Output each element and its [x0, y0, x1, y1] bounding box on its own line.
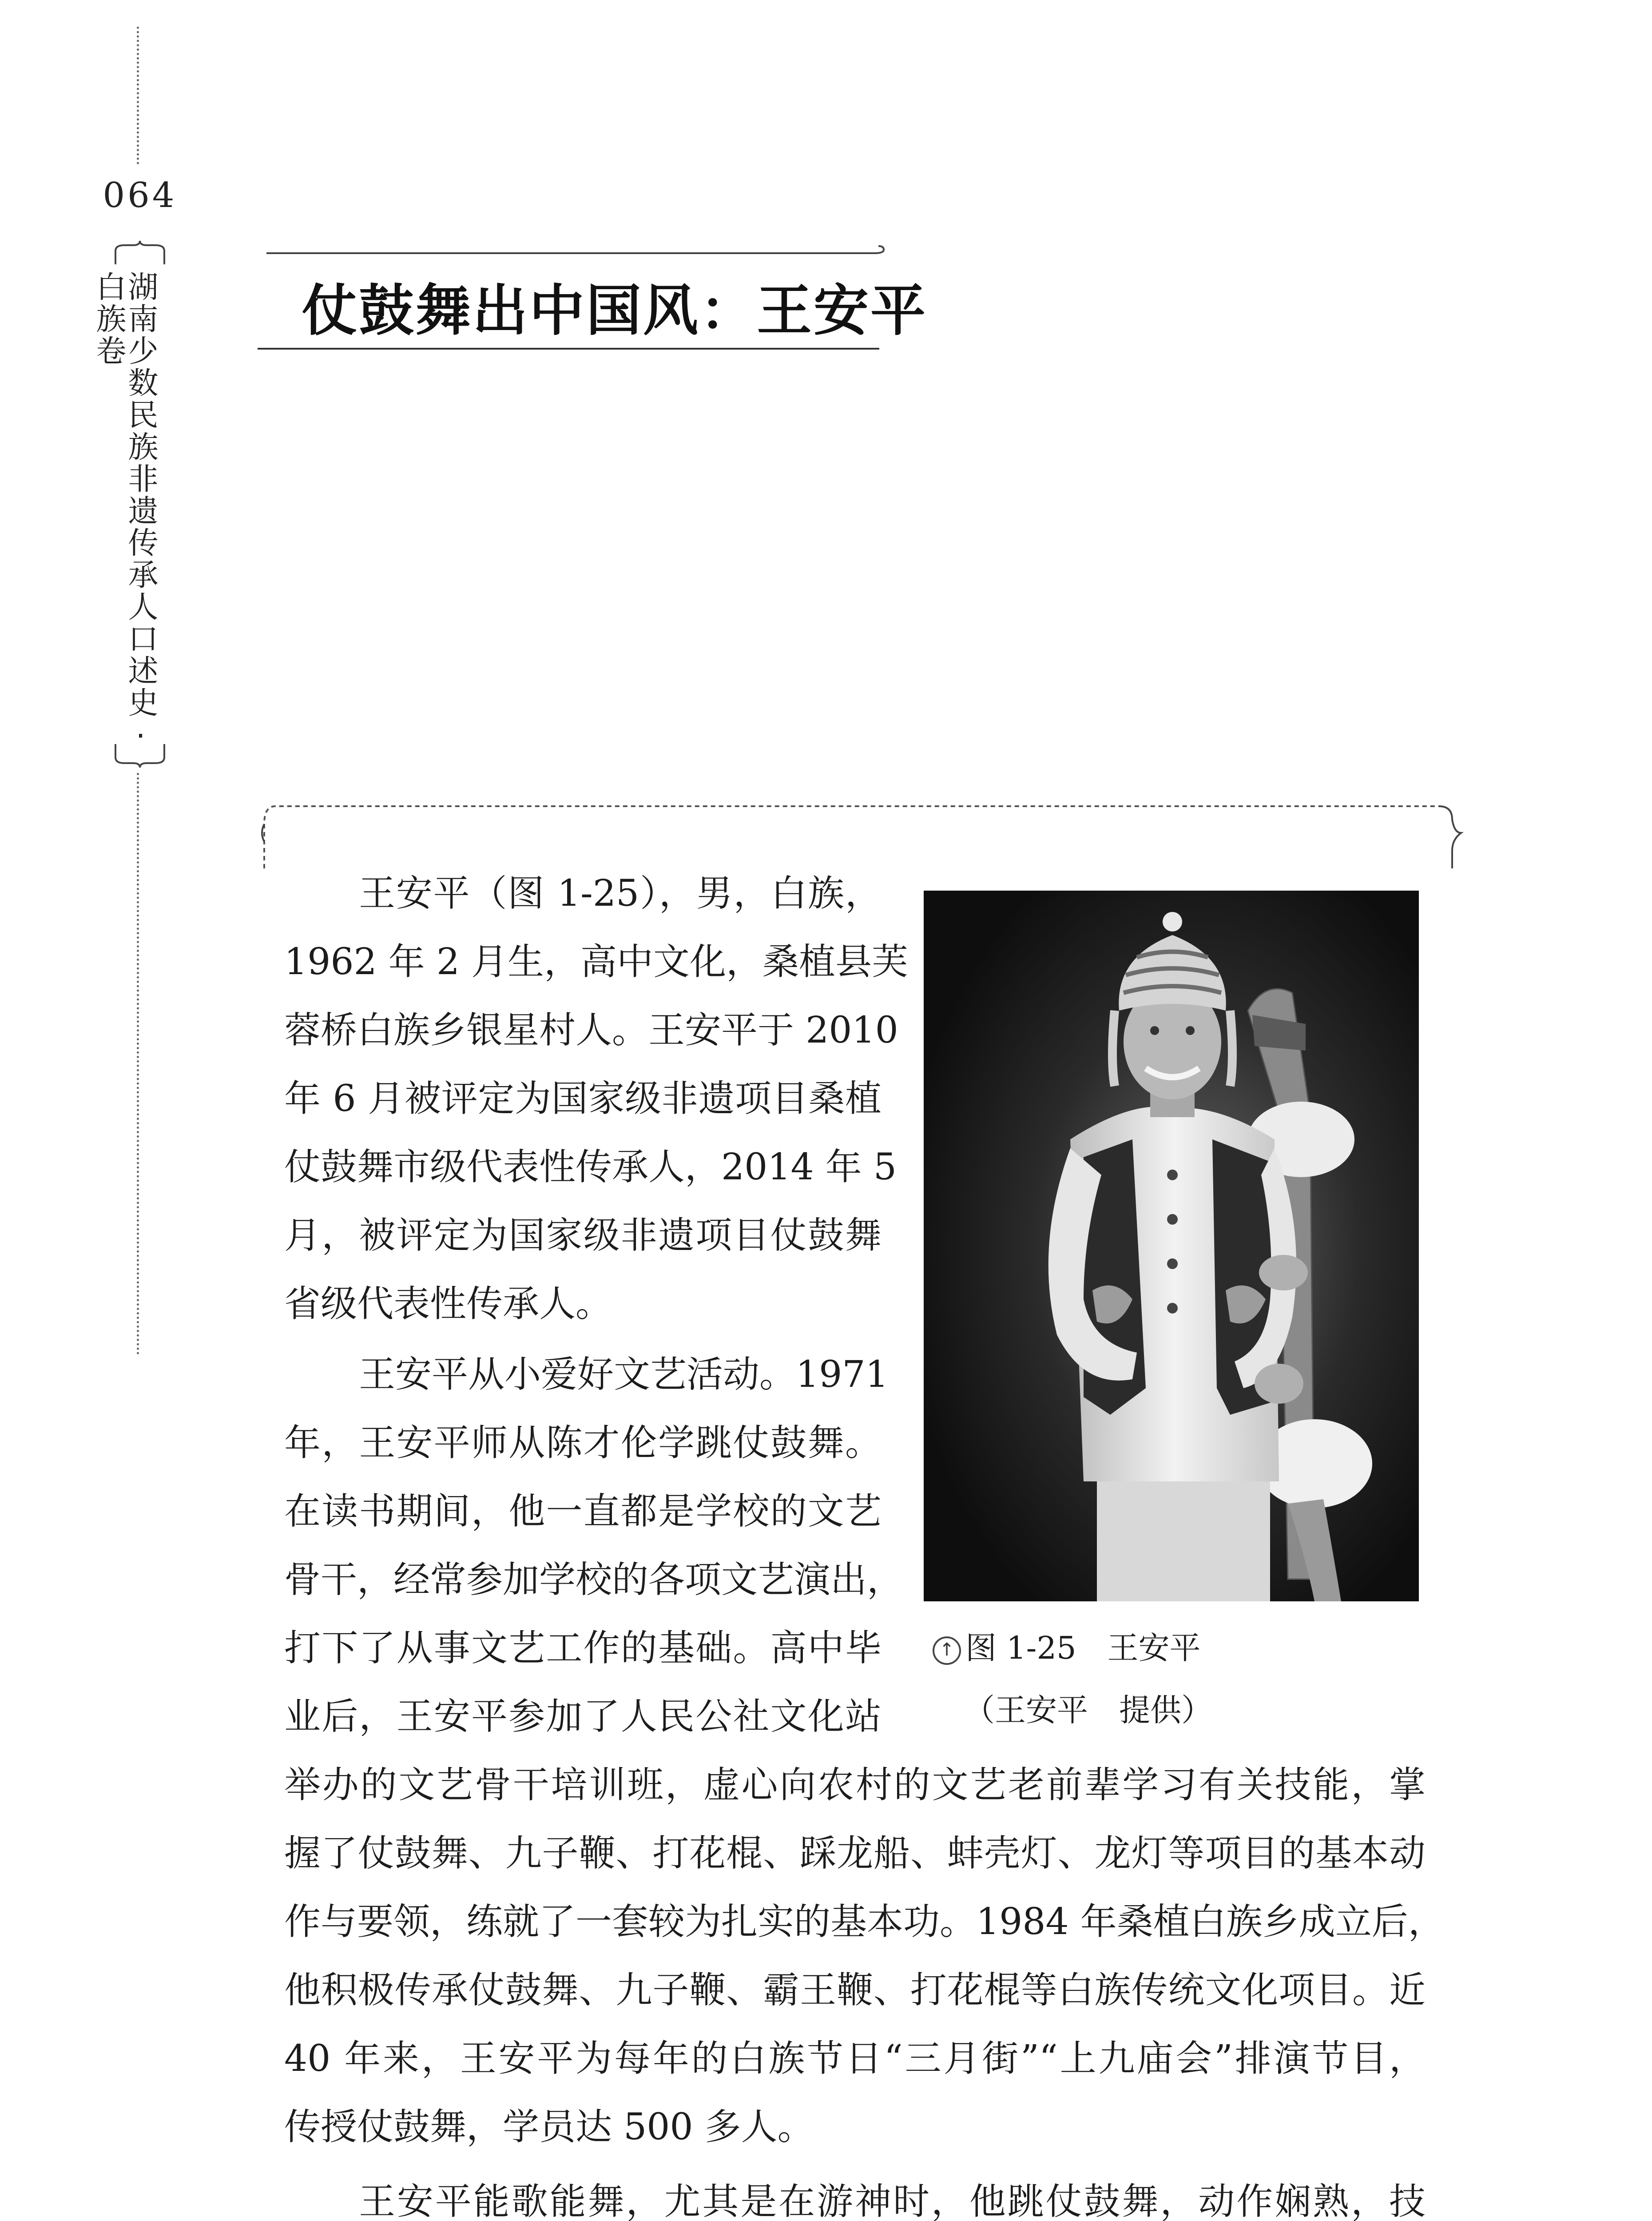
figure-label: 图 1-25	[965, 1630, 1076, 1666]
margin-dotted-line-bottom	[137, 773, 139, 1355]
text-line: 举办的文艺骨干培训班，虚心向农村的文艺老前辈学习有关技能，掌	[284, 1764, 1426, 1806]
text-line: 1962 年 2 月生，高中文化，桑植县芙	[284, 941, 909, 983]
text-line: 他积极传承仗鼓舞、九子鞭、霸王鞭、打花棍等白族传统文化项目。近	[284, 1969, 1426, 2011]
page-number: 064	[103, 175, 177, 215]
text-line: 仗鼓舞市级代表性传承人，2014 年 5	[284, 1146, 897, 1188]
text-line: 握了仗鼓舞、九子鞭、打花棍、踩龙船、蚌壳灯、龙灯等项目的基本动	[284, 1832, 1426, 1875]
paragraph-3	[284, 2168, 1426, 2221]
text-line: 打下了从事文艺工作的基础。高中毕	[284, 1627, 882, 1669]
running-head	[91, 240, 173, 773]
arrow-up-circle-icon: ↑	[933, 1636, 961, 1665]
text-line: 作与要领，练就了一套较为扎实的基本功。1984 年桑植白族乡成立后，	[284, 1901, 1445, 1943]
margin-dotted-line-top	[137, 27, 139, 164]
text-line: 业后，王安平参加了人民公社文化站	[284, 1696, 882, 1738]
text-line: 月，被评定为国家级非遗项目仗鼓舞	[284, 1214, 882, 1257]
figure-credit: （王安平 提供）	[964, 1692, 1212, 1728]
paragraph-2-wide	[284, 1751, 1445, 2161]
text-line: 王安平能歌能舞，尤其是在游神时，他跳仗鼓舞，动作娴熟，技	[359, 2181, 1426, 2221]
text-line: 骨干，经常参加学校的各项文艺演出，	[284, 1559, 904, 1601]
text-line: 蓉桥白族乡银星村人。王安平于 2010	[284, 1009, 898, 1051]
text-line: 王安平从小爱好文艺活动。1971	[359, 1353, 889, 1396]
text-line: 传授仗鼓舞，学员达 500 多人。	[284, 2106, 814, 2148]
text-line: 在读书期间，他一直都是学校的文艺	[284, 1490, 882, 1532]
text-line: 40 年来，王安平为每年的白族节日“三月街”“上九庙会”排演节目，	[284, 2038, 1426, 2080]
running-head-bracket-top	[107, 240, 173, 267]
paragraph-2-narrow	[284, 1341, 904, 1751]
text-line: 年 6 月被评定为国家级非遗项目桑植	[284, 1078, 882, 1120]
text-line: 王安平（图 1-25），男，白族，	[359, 872, 882, 915]
running-head-bracket-bottom	[107, 742, 173, 768]
figure-name: 王安平	[1107, 1630, 1201, 1666]
figure-caption	[933, 1617, 1465, 1741]
chapter-title: 仗鼓舞出中国风：王安平	[302, 279, 928, 343]
paragraph-1	[284, 860, 909, 1338]
running-head-text: 湖南少数民族非遗传承人口述史·白族卷	[91, 271, 158, 756]
portrait-photo	[924, 891, 1419, 1601]
portrait-image	[924, 891, 1419, 1601]
text-line: 年，王安平师从陈才伦学跳仗鼓舞。	[284, 1422, 882, 1464]
text-line: 省级代表性传承人。	[284, 1283, 612, 1325]
